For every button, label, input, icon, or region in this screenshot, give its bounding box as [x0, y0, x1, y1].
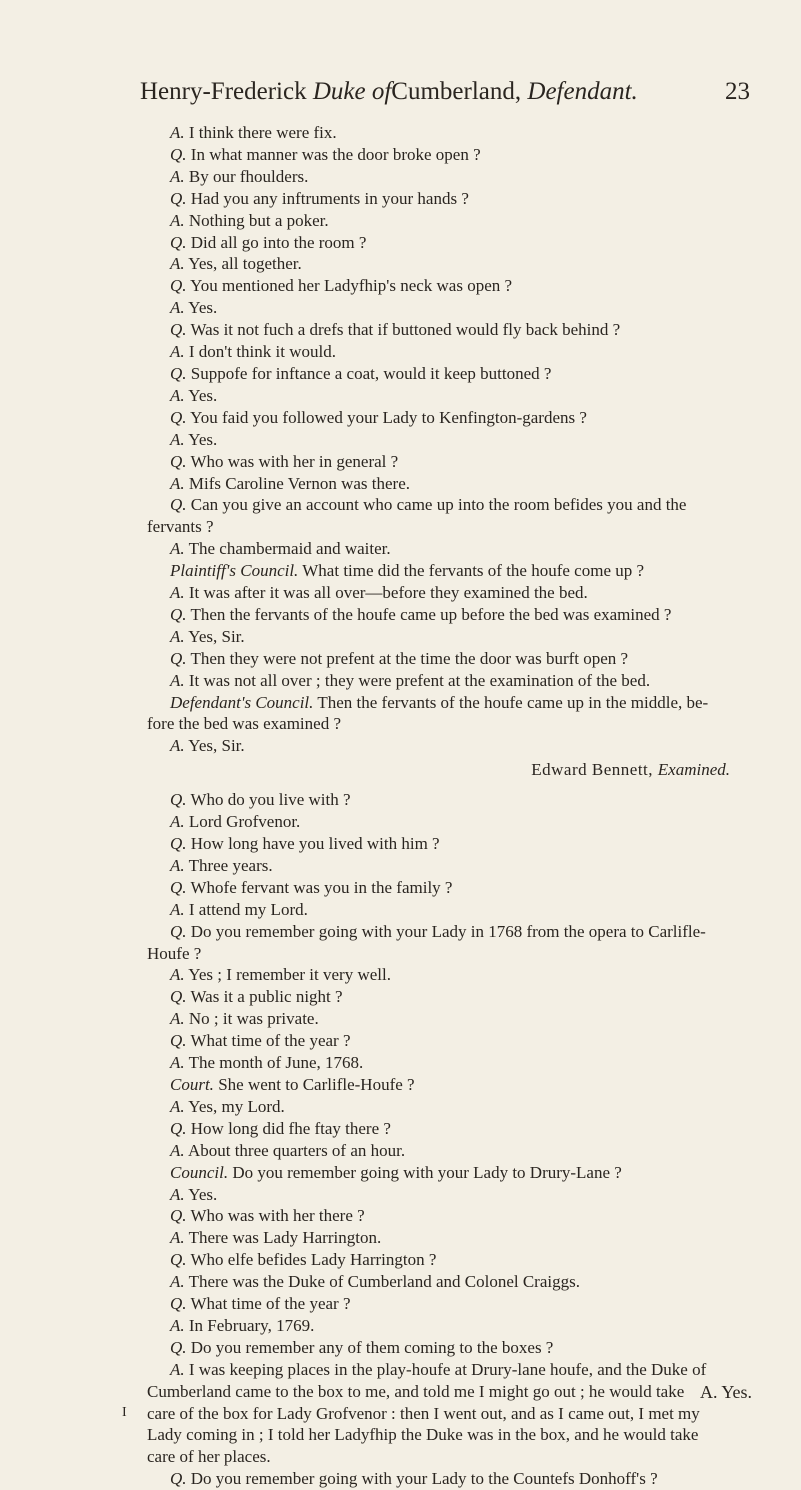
examined-label: Examined.: [657, 760, 730, 780]
line-text: Three years.: [188, 855, 273, 875]
speaker-label: Q.: [170, 834, 187, 853]
dialogue-line: [170, 877, 750, 899]
speaker-label: A.: [170, 670, 185, 690]
speaker-label: Council.: [170, 1162, 229, 1182]
speaker-label: A.: [170, 473, 185, 493]
line-text: Who was with her in general ?: [190, 451, 399, 471]
dialogue-line: [170, 811, 750, 833]
dialogue-line: [170, 1468, 750, 1490]
speaker-label: Q.: [170, 648, 187, 668]
line-text: Can you give an account who came up into the room befides you and the: [190, 495, 687, 515]
line-text: Yes.: [188, 298, 218, 318]
dialogue-line: [170, 1205, 750, 1227]
dialogue-line: [170, 1359, 750, 1381]
line-text: Yes, all together.: [188, 254, 302, 274]
speaker-label: A.: [170, 1140, 185, 1160]
speaker-label: Q.: [170, 987, 187, 1007]
speaker-label: A.: [170, 626, 185, 646]
speaker-label: Q.: [170, 1206, 187, 1226]
speaker-label: Q.: [170, 363, 187, 383]
dialogue-line: [170, 341, 750, 363]
speaker-label: A.: [170, 539, 185, 559]
line-text: I attend my Lord.: [188, 899, 308, 919]
line-text: Nothing but a poker.: [188, 210, 329, 230]
dialogue-line: [170, 921, 750, 943]
speaker-label: A.: [170, 385, 185, 405]
line-text: In February, 1769.: [188, 1315, 315, 1335]
dialogue-line: [170, 275, 750, 297]
line-text: Was it a public night ?: [190, 987, 343, 1007]
speaker-label: A.: [170, 965, 185, 985]
speaker-label: A.: [170, 1272, 185, 1292]
dialogue-line: [170, 1008, 750, 1030]
line-text: What time of the year ?: [190, 1294, 351, 1314]
speaker-label: Q.: [170, 877, 187, 897]
dialogue-line: [170, 964, 750, 986]
dialogue-line: [170, 986, 750, 1008]
line-text: Do you remember going with your Lady to Drury-Lane ?: [232, 1162, 622, 1182]
dialogue-line: [170, 899, 750, 921]
speaker-label: A.: [170, 855, 185, 875]
speaker-label: A.: [170, 1228, 185, 1248]
speaker-label: A.: [170, 210, 185, 230]
dialogue-line: [170, 1293, 750, 1315]
line-text: What time of the year ?: [190, 1031, 351, 1051]
header-name: Henry-Frederick: [140, 78, 307, 105]
dialogue-line: [170, 1337, 750, 1359]
line-text: Mifs Caroline Vernon was there.: [188, 473, 410, 493]
line-text: Yes.: [188, 1184, 218, 1204]
speaker-label: A.: [170, 298, 185, 318]
speaker-label: A.: [170, 736, 185, 756]
dialogue-line: [170, 144, 750, 166]
dialogue-line: [170, 1184, 750, 1206]
dialogue-line: [170, 626, 750, 648]
line-text: Who elfe befides Lady Harrington ?: [190, 1250, 437, 1270]
line-text: I think there were fix.: [188, 123, 337, 142]
page-number: 23: [725, 78, 750, 105]
continuation-line: fore the bed was examined ?: [147, 714, 341, 734]
signature-mark: I: [122, 1405, 127, 1420]
dialogue-line: [170, 385, 750, 407]
dialogue-line: [170, 429, 750, 451]
line-text: Yes, Sir.: [188, 626, 245, 646]
dialogue-line: [170, 1315, 750, 1337]
speaker-label: A.: [170, 342, 185, 362]
line-text: Then the fervants of the houfe came up before the bed was examined ?: [190, 604, 672, 624]
speaker-label: A.: [170, 899, 185, 919]
dialogue-line: [170, 297, 750, 319]
line-text: It was not all over ; they were prefent at the examination of the bed.: [188, 670, 651, 690]
line-text: How long did fhe ftay there ?: [190, 1118, 391, 1138]
dialogue-line: [170, 560, 750, 582]
line-text: Yes, Sir.: [188, 736, 245, 756]
speaker-label: Q.: [170, 1250, 187, 1270]
line-text: Then the fervants of the houfe came up in the middle, be-: [317, 692, 709, 712]
continuation-line: care of the box for Lady Grofvenor : then I went out, and as I came out, I met my: [147, 1403, 700, 1423]
speaker-label: Court.: [170, 1074, 214, 1094]
continuation-line: fervants ?: [147, 517, 214, 537]
line-text: There was the Duke of Cumberland and Colonel Craiggs.: [188, 1272, 580, 1292]
dialogue-line: [170, 451, 750, 473]
testimony-text: [147, 122, 753, 1490]
dialogue-line: [170, 670, 750, 692]
dialogue-line: [170, 1162, 750, 1184]
speaker-label: Plaintiff's Council.: [170, 561, 299, 581]
speaker-label: A.: [170, 1359, 185, 1379]
speaker-label: Q.: [170, 790, 187, 810]
continuation-line: Lady coming in ; I told her Ladyfhip the Duke was in the box, and he would take: [147, 1425, 699, 1445]
speaker-label: Q.: [170, 407, 187, 427]
speaker-label: Q.: [170, 451, 187, 471]
dialogue-line: [170, 407, 750, 429]
header-of: of: [371, 78, 392, 105]
dialogue-line: [170, 1074, 750, 1096]
speaker-label: A.: [170, 254, 185, 274]
dialogue-line: [170, 122, 750, 144]
speaker-label: Q.: [170, 188, 187, 208]
dialogue-line: [170, 692, 750, 714]
line-text: Yes.: [188, 385, 218, 405]
line-text: What time did the fervants of the houfe come up ?: [302, 561, 645, 581]
line-text: Then they were not prefent at the time the door was burft open ?: [190, 648, 629, 668]
line-text: You mentioned her Ladyfhip's neck was open ?: [190, 276, 513, 296]
speaker-label: Q.: [170, 1118, 187, 1138]
line-text: Do you remember going with your Lady in 1768 from the opera to Carlifle-: [190, 921, 706, 941]
line-text: Do you remember any of them coming to the boxes ?: [190, 1337, 554, 1357]
line-text: The chambermaid and waiter.: [188, 539, 391, 559]
witness-name: Edward Bennett,: [531, 760, 654, 780]
line-text: By our fhoulders.: [188, 166, 309, 186]
dialogue-line: [170, 210, 750, 232]
speaker-label: A.: [170, 1009, 185, 1029]
dialogue-line: [170, 253, 750, 275]
line-text: Who do you live with ?: [190, 790, 351, 810]
continuation-line: Cumberland came to the box to me, and told me I might go out ; he would take: [147, 1381, 685, 1401]
dialogue-line: [170, 494, 750, 516]
speaker-label: A.: [170, 429, 185, 449]
dialogue-line: [170, 538, 750, 560]
line-text: Did all go into the room ?: [190, 232, 367, 252]
dialogue-line: [170, 735, 750, 757]
speaker-label: Q.: [170, 1031, 187, 1051]
speaker-label: Q.: [170, 144, 187, 164]
speaker-label: A.: [170, 1096, 185, 1116]
dialogue-line: [170, 648, 750, 670]
dialogue-line: [170, 1096, 750, 1118]
line-text: How long have you lived with him ?: [190, 834, 440, 853]
dialogue-line: [170, 1118, 750, 1140]
speaker-label: Q.: [170, 276, 187, 296]
line-text: In what manner was the door broke open ?: [190, 144, 481, 164]
line-text: I don't think it would.: [188, 342, 336, 362]
speaker-label: Q.: [170, 320, 187, 340]
speaker-label: Q.: [170, 1469, 187, 1489]
dialogue-line: [170, 582, 750, 604]
speaker-label: A.: [170, 583, 185, 603]
speaker-label: A.: [170, 1184, 185, 1204]
line-text: Yes, my Lord.: [188, 1096, 285, 1116]
speaker-label: A.: [170, 812, 185, 832]
dialogue-line: [170, 1052, 750, 1074]
line-text: No ; it was private.: [188, 1009, 319, 1029]
line-text: Whofe fervant was you in the family ?: [190, 877, 453, 897]
dialogue-line: [170, 319, 750, 341]
speaker-label: Q.: [170, 495, 187, 515]
line-text: There was Lady Harrington.: [188, 1228, 382, 1248]
line-text: It was after it was all over—before they examined the bed.: [188, 583, 588, 603]
dialogue-line: [170, 1140, 750, 1162]
line-text: Yes ; I remember it very well.: [188, 965, 391, 985]
line-text: She went to Carlifle-Houfe ?: [218, 1074, 415, 1094]
speaker-label: Q.: [170, 921, 187, 941]
speaker-label: A.: [170, 166, 185, 186]
dialogue-line: [170, 363, 750, 385]
speaker-label: Defendant's Council.: [170, 692, 314, 712]
dialogue-line: [170, 232, 750, 254]
header-defendant: Defendant.: [527, 78, 638, 105]
dialogue-line: [170, 789, 750, 811]
header-title: Cumberland,: [391, 78, 522, 105]
catchword: A. Yes.: [700, 1382, 753, 1402]
speaker-label: Q.: [170, 604, 187, 624]
line-text: I was keeping places in the play-houfe at Drury-lane houfe, and the Duke of: [188, 1359, 707, 1379]
dialogue-line: [170, 1227, 750, 1249]
dialogue-line: [170, 166, 750, 188]
speaker-label: Q.: [170, 1337, 187, 1357]
continuation-line: care of her places.: [147, 1447, 271, 1467]
dialogue-line: [170, 833, 750, 855]
running-header: [140, 78, 750, 106]
line-text: Who was with her there ?: [190, 1206, 365, 1226]
line-text: Do you remember going with your Lady to the Countefs Donhoff's ?: [190, 1469, 658, 1489]
witness-heading: [170, 759, 750, 781]
line-text: You faid you followed your Lady to Kenfington-gardens ?: [190, 407, 587, 427]
speaker-label: A.: [170, 123, 185, 142]
speaker-label: A.: [170, 1315, 185, 1335]
header-duke: Duke: [312, 78, 366, 105]
line-text: Suppofe for inftance a coat, would it keep buttoned ?: [190, 363, 552, 383]
dialogue-line: [170, 188, 750, 210]
line-text: About three quarters of an hour.: [187, 1140, 406, 1160]
speaker-label: A.: [170, 1053, 185, 1073]
line-text: Lord Grofvenor.: [188, 812, 301, 832]
dialogue-line: [170, 1271, 750, 1293]
line-text: The month of June, 1768.: [188, 1053, 364, 1073]
continuation-line: Houfe ?: [147, 943, 202, 963]
speaker-label: Q.: [170, 232, 187, 252]
speaker-label: Q.: [170, 1294, 187, 1314]
dialogue-line: [170, 855, 750, 877]
dialogue-line: [170, 604, 750, 626]
dialogue-line: [170, 1249, 750, 1271]
line-text: Had you any inftruments in your hands ?: [190, 188, 469, 208]
dialogue-line: [170, 473, 750, 495]
line-text: Yes.: [188, 429, 218, 449]
dialogue-line: [170, 1030, 750, 1052]
line-text: Was it not fuch a drefs that if buttoned would fly back behind ?: [190, 320, 621, 340]
